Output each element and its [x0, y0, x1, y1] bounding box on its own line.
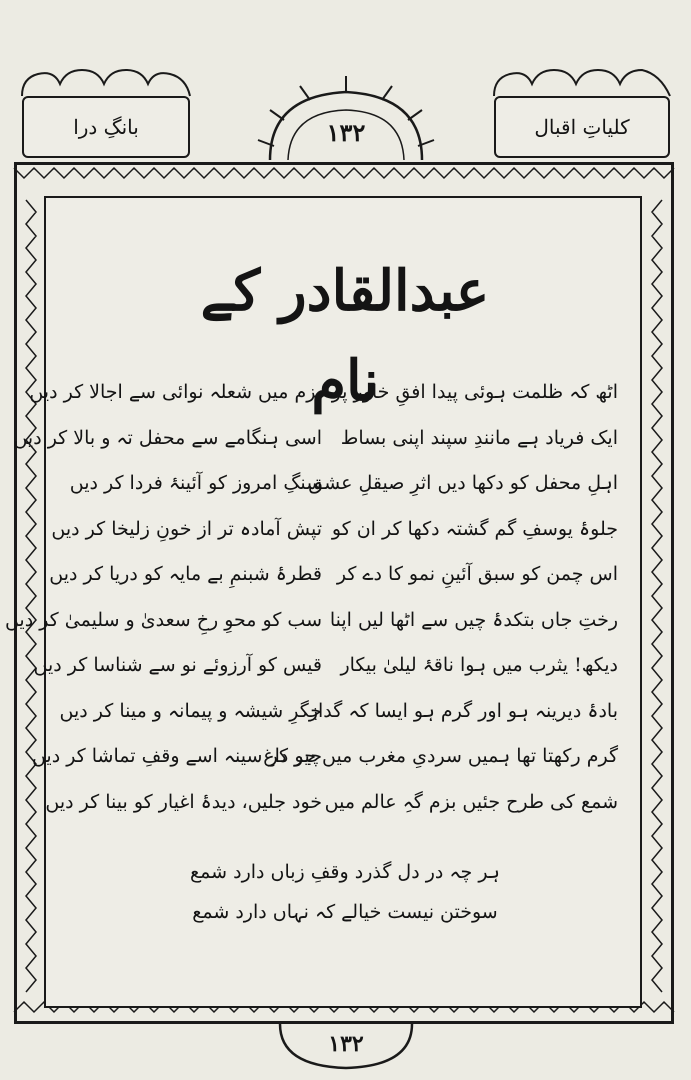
- verse-line: ایک فریاد ہے مانندِ سپند اپنی بساط: [340, 426, 618, 449]
- verse-line: خود جلیں، دیدۂ اغیار کو بینا کر دیں: [45, 790, 322, 813]
- verse-line: قطرۂ شبنمِ بے مایہ کو دریا کر دیں: [49, 563, 322, 585]
- page-number-top: ۱۳۲: [326, 117, 366, 147]
- verse-line: رختِ جاں بتکدۂ چیں سے اٹھا لیں اپنا: [329, 608, 618, 631]
- running-head-right: [494, 96, 670, 158]
- running-head-left: [22, 96, 190, 158]
- poem-title: عبدالقادر کے نام: [200, 258, 490, 414]
- verse-line: جگرِ شیشہ و پیمانہ و مینا کر دیں: [59, 699, 322, 722]
- persian-quote: [120, 852, 570, 932]
- verse-column-second-misra: [4, 370, 322, 825]
- verse-line: بزم میں شعلہ نوائی سے اجالا کر دیں: [29, 381, 322, 403]
- quote-line: ہر چہ در دل گذرد وقفِ زباں دارد شمع: [190, 861, 500, 883]
- verse-line: بادۂ دیرینہ ہو اور گرم ہو ایسا کہ گداز: [308, 699, 618, 722]
- verse-line: تپش آمادہ تر از خونِ زلیخا کر دیں: [51, 517, 322, 540]
- quote-line: سوختن نیست خیالے کہ نہاں دارد شمع: [192, 901, 498, 923]
- verse-column-first-misra: [263, 370, 618, 825]
- verse-line: جلوۂ یوسفِ گم گشتہ دکھا کر ان کو: [331, 517, 618, 540]
- verse-line: اٹھ کہ ظلمت ہوئی پیدا افقِ خاور پر: [331, 381, 618, 403]
- verse-line: اہلِ محفل کو دکھا دیں اثرِ صیقلِ عشق: [308, 472, 618, 494]
- verse-line: گرم رکھتا تھا ہمیں سردیِ مغرب میں جو داغ: [263, 745, 618, 767]
- verse-line: سنگِ امروز کو آئینۂ فردا کر دیں: [69, 472, 322, 494]
- verse-line: سب کو محوِ رخِ سعدیٰ و سلیمیٰ کر دیں: [4, 608, 322, 631]
- verse-line: دیکھ! یثرب میں ہوا ناقۂ لیلیٰ بیکار: [340, 654, 618, 676]
- book-title-left: بانگِ درا: [73, 115, 139, 139]
- verse-line: اس چمن کو سبق آئینِ نمو کا دے کر: [336, 563, 618, 585]
- verse-line: شمع کی طرح جئیں بزم گہِ عالم میں: [324, 790, 618, 813]
- verse-line: چیر کر سینہ اسے وقفِ تماشا کر دیں: [31, 745, 322, 767]
- page-number-bottom: ۱۳۲: [328, 1031, 364, 1057]
- verse-line: قیس کو آرزوئے نو سے شناسا کر دیں: [33, 654, 322, 676]
- book-title-right: کلیاتِ اقبال: [534, 115, 630, 139]
- verse-line: اسی ہنگامے سے محفل تہ و بالا کر دیں: [13, 426, 322, 449]
